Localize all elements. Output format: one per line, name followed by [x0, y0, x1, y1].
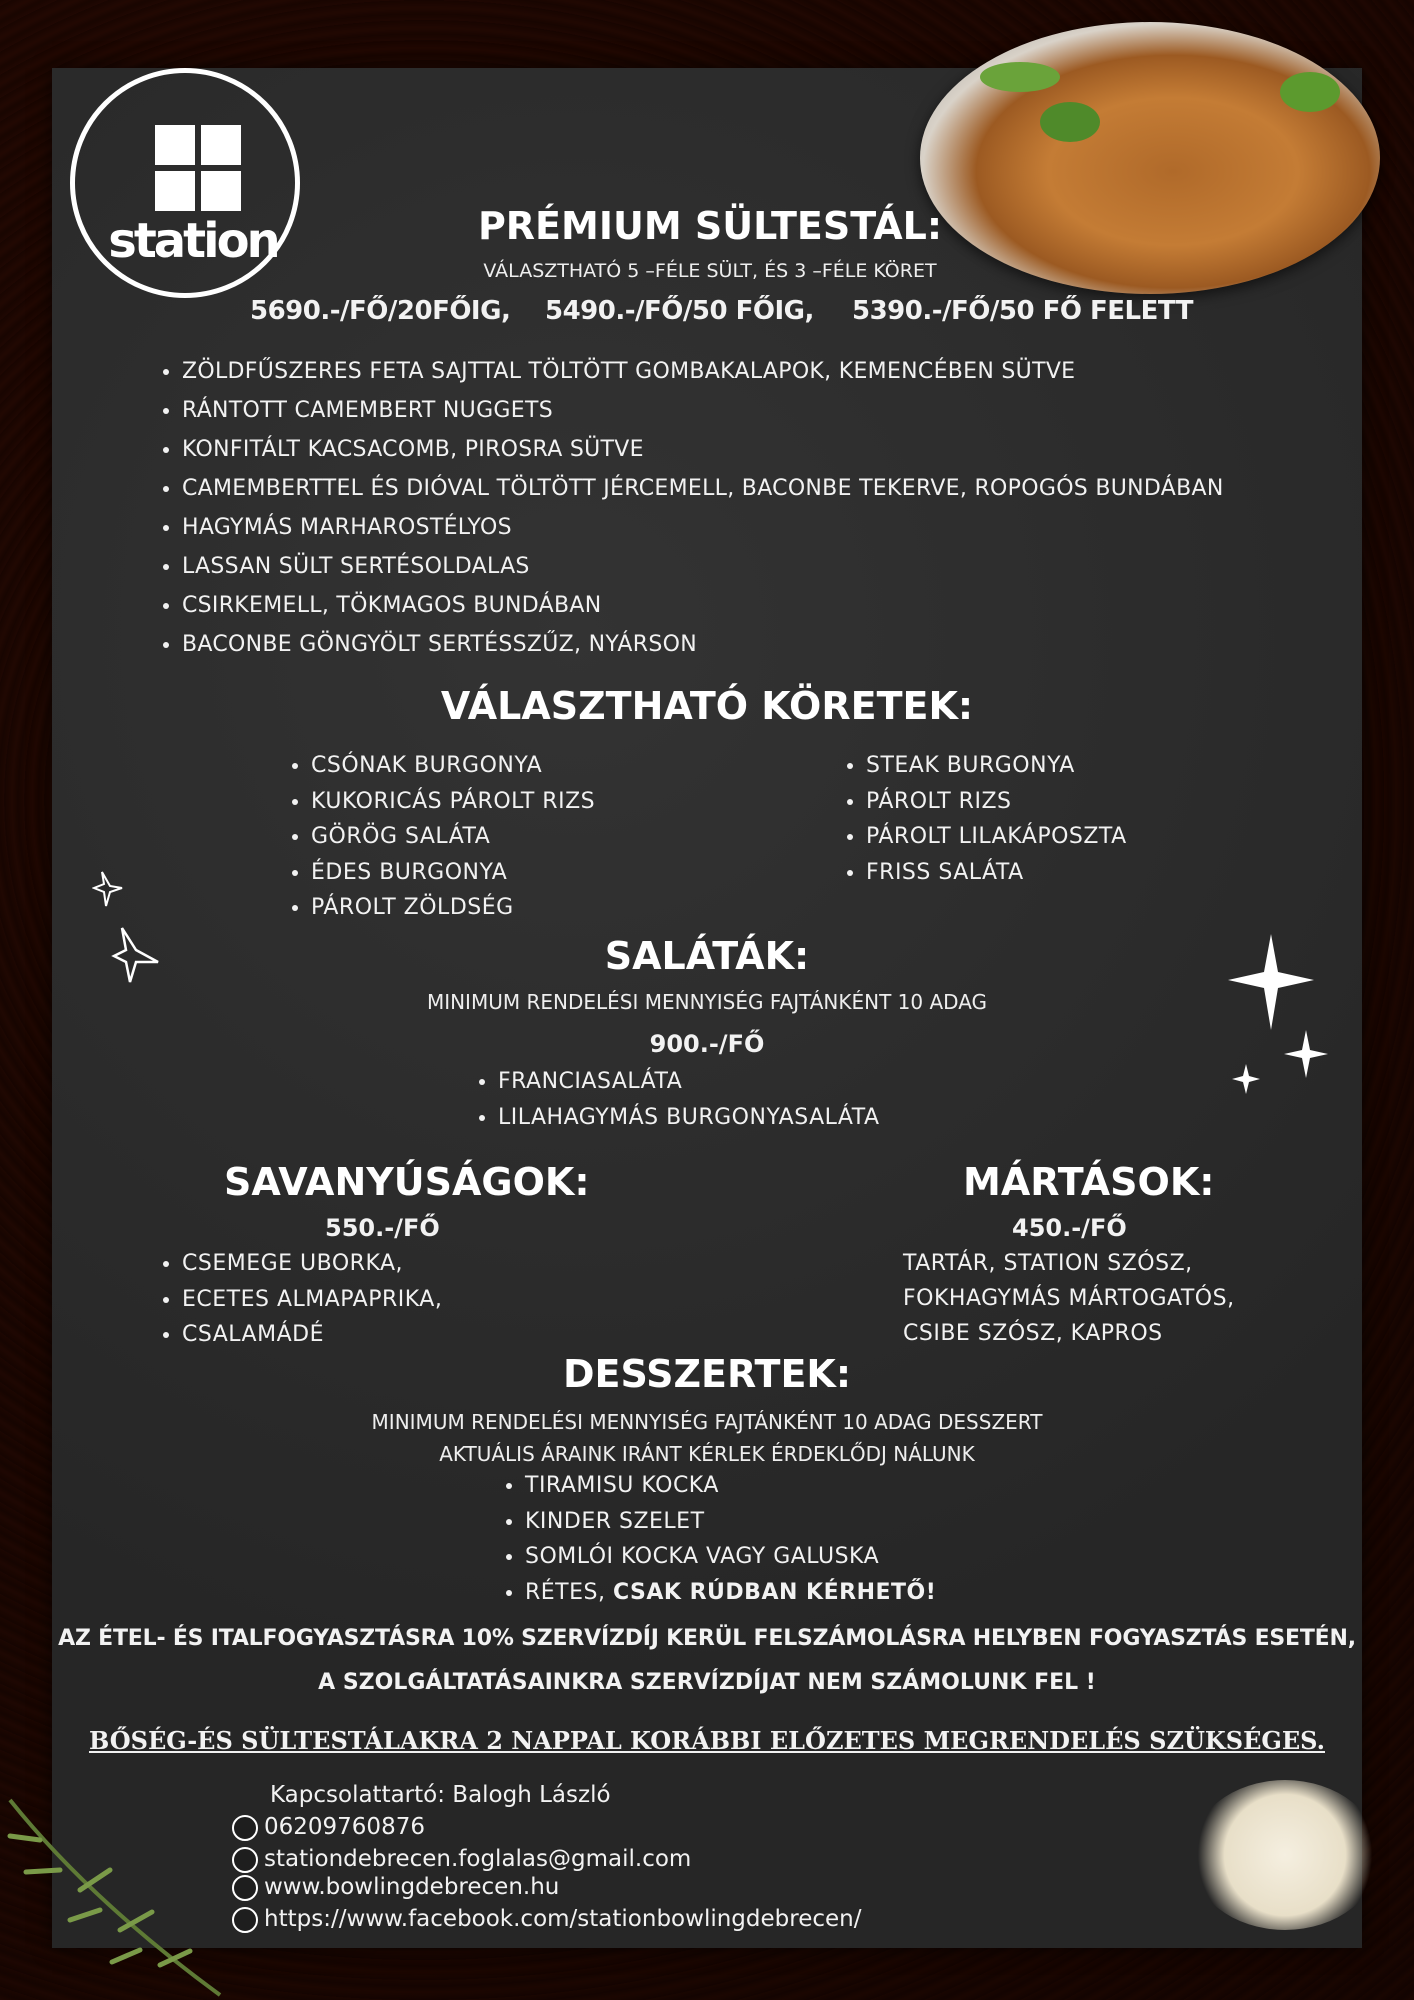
- list-item: • CSÓNAK BURGONYA: [311, 748, 771, 784]
- food-platter-image: [920, 22, 1380, 294]
- list-item: • KUKORICÁS PÁROLT RIZS: [311, 784, 771, 820]
- list-item: • KINDER SZELET: [525, 1504, 1125, 1540]
- koretek-title: VÁLASZTHATÓ KÖRETEK:: [440, 684, 974, 728]
- martas-lines: [903, 1246, 1235, 1351]
- logo-word: station: [108, 213, 278, 269]
- desszert-title: DESSZERTEK:: [562, 1352, 852, 1396]
- list-item: • CSEMEGE UBORKA,: [182, 1246, 602, 1282]
- martas-price: 450.-/FŐ: [1012, 1214, 1127, 1242]
- grated-cheese-image: [1190, 1780, 1380, 1930]
- retes-note: CSAK RÚDBAN KÉRHETŐ!: [612, 1579, 937, 1605]
- list-item: • LILAHAGYMÁS BURGONYASALÁTA: [498, 1100, 1098, 1136]
- list-item: • ECETES ALMAPAPRIKA,: [182, 1282, 602, 1318]
- koretek-right-list: [840, 748, 1326, 890]
- price-20: 5690.-/FŐ/20FŐIG,: [250, 296, 511, 326]
- savanyu-list: [156, 1246, 602, 1353]
- contact-email-row[interactable]: [232, 1844, 691, 1875]
- list-item: • FRISS SALÁTA: [866, 855, 1326, 891]
- list-item: • STEAK BURGONYA: [866, 748, 1326, 784]
- list-item: • FRANCIASALÁTA: [498, 1064, 1098, 1100]
- rosemary-image: [0, 1790, 240, 2000]
- list-item: • PÁROLT LILAKÁPOSZTA: [866, 819, 1326, 855]
- contact-phone-row[interactable]: [232, 1812, 425, 1843]
- contact-facebook[interactable]: https://www.facebook.com/stationbowlingdebrecen/: [264, 1906, 862, 1932]
- premium-title: PRÉMIUM SÜLTESTÁL:: [477, 204, 943, 248]
- list-item: • PÁROLT RIZS: [866, 784, 1326, 820]
- koretek-left-list: [285, 748, 771, 926]
- service-fee-note: A SZOLGÁLTATÁSAINKRA SZERVÍZDÍJAT NEM SZÁMOLUNK FEL !: [318, 1670, 1096, 1695]
- savanyu-title: SAVANYÚSÁGOK:: [224, 1160, 590, 1204]
- contact-person: Kapcsolattartó: Balogh László: [270, 1782, 611, 1808]
- sparkle-outline-icon: [92, 866, 172, 986]
- list-item: • BACONBE GÖNGYÖLT SERTÉSSZŰZ, NYÁRSON: [182, 625, 1362, 664]
- station-logo: [70, 68, 300, 298]
- salatak-note: MINIMUM RENDELÉSI MENNYISÉG FAJTÁNKÉNT 10 ADAG: [426, 990, 988, 1014]
- list-item: • SOMLÓI KOCKA VAGY GALUSKA: [525, 1539, 1125, 1575]
- list-item: • GÖRÖG SALÁTA: [311, 819, 771, 855]
- contact-phone[interactable]: 06209760876: [264, 1814, 425, 1840]
- list-item: • ZÖLDFŰSZERES FETA SAJTTAL TÖLTÖTT GOMBAKALAPOK, KEMENCÉBEN SÜTVE: [182, 352, 1362, 391]
- martas-title: MÁRTÁSOK:: [963, 1160, 1215, 1204]
- contact-email[interactable]: stationdebrecen.foglalas@gmail.com: [264, 1846, 692, 1872]
- list-item: • KONFITÁLT KACSACOMB, PIROSRA SÜTVE: [182, 430, 1362, 469]
- list-item: • CAMEMBERTTEL ÉS DIÓVAL TÖLTÖTT JÉRCEMELL, BACONBE TEKERVE, ROPOGÓS BUNDÁBAN: [182, 469, 1362, 508]
- list-item: • HAGYMÁS MARHAROSTÉLYOS: [182, 508, 1362, 547]
- savanyu-price: 550.-/FŐ: [325, 1214, 440, 1242]
- retes-label: RÉTES,: [525, 1579, 613, 1605]
- desszert-note1: MINIMUM RENDELÉSI MENNYISÉG FAJTÁNKÉNT 10 ADAG DESSZERT: [371, 1410, 1043, 1434]
- martas-line: CSIBE SZÓSZ, KAPROS: [903, 1321, 1163, 1346]
- premium-subtitle: VÁLASZTHATÓ 5 –FÉLE SÜLT, ÉS 3 –FÉLE KÖRET: [483, 260, 937, 282]
- salatak-price: 900.-/FŐ: [649, 1030, 765, 1058]
- salatak-list: [472, 1064, 1098, 1135]
- price-50: 5490.-/FŐ/50 FŐIG,: [545, 296, 814, 326]
- martas-line: TARTÁR, STATION SZÓSZ,: [903, 1251, 1193, 1276]
- preorder-notice: BŐSÉG-ÉS SÜLTESTÁLAKRA 2 NAPPAL KORÁBBI ELŐZETES MEGRENDELÉS SZÜKSÉGES.: [88, 1726, 1325, 1755]
- list-item: [525, 1575, 1125, 1611]
- salatak-title: SALÁTÁK:: [604, 934, 810, 978]
- list-item: • CSALAMÁDÉ: [182, 1317, 602, 1353]
- list-item: • LASSAN SÜLT SERTÉSOLDALAS: [182, 547, 1362, 586]
- price-over-50: 5390.-/FŐ/50 FŐ FELETT: [852, 296, 1193, 326]
- sparkle-icon: [1226, 934, 1336, 1104]
- list-item: • TIRAMISU KOCKA: [525, 1468, 1125, 1504]
- martas-line: FOKHAGYMÁS MÁRTOGATÓS,: [903, 1286, 1235, 1311]
- logo-grid-icon: [155, 125, 241, 211]
- desszert-list: [499, 1468, 1125, 1610]
- list-item: • CSIRKEMELL, TÖKMAGOS BUNDÁBAN: [182, 586, 1362, 625]
- list-item: • PÁROLT ZÖLDSÉG: [311, 890, 771, 926]
- premium-items-list: [156, 352, 1362, 664]
- list-item: • ÉDES BURGONYA: [311, 855, 771, 891]
- contact-web-row[interactable]: [232, 1872, 559, 1903]
- list-item: • RÁNTOTT CAMEMBERT NUGGETS: [182, 391, 1362, 430]
- contact-web[interactable]: www.bowlingdebrecen.hu: [264, 1874, 560, 1900]
- contact-facebook-row[interactable]: [232, 1904, 861, 1935]
- desszert-note2: AKTUÁLIS ÁRAINK IRÁNT KÉRLEK ÉRDEKLŐDJ NÁLUNK: [439, 1442, 975, 1466]
- service-fee-notice: AZ ÉTEL- ÉS ITALFOGYASZTÁSRA 10% SZERVÍZDÍJ KERÜL FELSZÁMOLÁSRA HELYBEN FOGYASZTÁS ESETÉN,: [58, 1626, 1356, 1651]
